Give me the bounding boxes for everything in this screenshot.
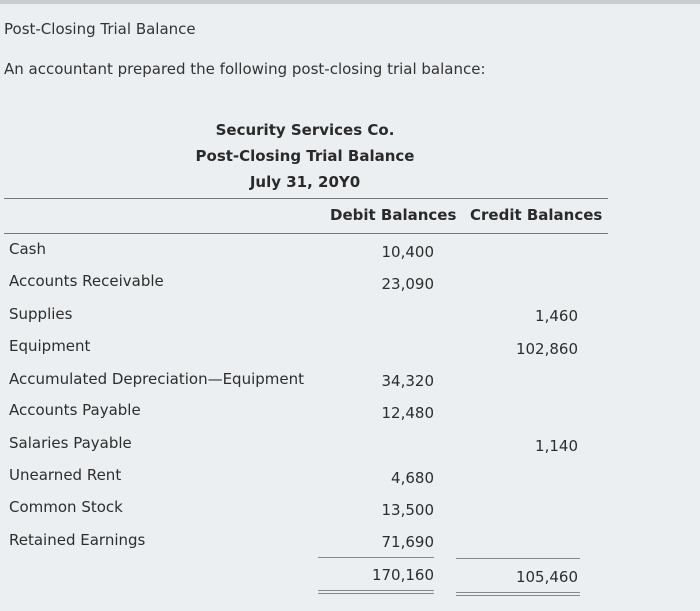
debit-amount: 71,690 [381, 533, 434, 551]
debit-amount: 23,090 [381, 275, 434, 293]
column-header-rule [4, 233, 608, 234]
debit-amount: 34,320 [381, 372, 434, 390]
report-date: July 31, 20Y0 [249, 173, 361, 191]
intro-text: An accountant prepared the following post-closing trial balance: [4, 60, 486, 78]
debit-amount: 12,480 [381, 404, 434, 422]
table-row-accounts-receivable [0, 272, 700, 300]
debit-amount: 13,500 [381, 501, 434, 519]
account-name: Unearned Rent [9, 466, 122, 484]
account-name: Supplies [9, 305, 73, 323]
credit-amount: 1,140 [535, 437, 578, 455]
credit-total-rule [456, 558, 580, 559]
account-name: Accounts Receivable [9, 272, 164, 290]
table-row-cash [0, 240, 700, 268]
table-row-accumulated-depreciation [0, 370, 700, 398]
credit-amount: 102,860 [515, 340, 578, 358]
debit-amount: 10,400 [381, 243, 434, 261]
table-row-salaries-payable [0, 434, 700, 462]
credit-total: 105,460 [515, 568, 578, 586]
report-title: Post-Closing Trial Balance [195, 147, 415, 165]
debit-total-rule [318, 557, 434, 558]
table-row-unearned-rent [0, 466, 700, 494]
account-name: Retained Earnings [9, 531, 146, 549]
account-name: Accounts Payable [9, 401, 141, 419]
account-name: Equipment [9, 337, 91, 355]
section-title: Post-Closing Trial Balance [4, 20, 196, 38]
credit-column-header: Credit Balances [470, 206, 603, 224]
header-rule [4, 198, 608, 199]
account-name: Salaries Payable [9, 434, 132, 452]
top-border [0, 0, 700, 4]
account-name: Common Stock [9, 498, 123, 516]
table-row-common-stock [0, 498, 700, 526]
table-row-supplies [0, 305, 700, 333]
debit-amount: 4,680 [391, 469, 434, 487]
debit-total: 170,160 [371, 566, 434, 584]
credit-double-underline [456, 592, 580, 596]
debit-column-header: Debit Balances [330, 206, 457, 224]
table-row-accounts-payable [0, 401, 700, 429]
account-name: Accumulated Depreciation—Equipment [9, 370, 305, 388]
account-name: Cash [9, 240, 46, 258]
table-row-equipment [0, 337, 700, 365]
debit-double-underline [318, 590, 434, 594]
company-name: Security Services Co. [215, 121, 395, 139]
credit-amount: 1,460 [535, 307, 578, 325]
table-row-retained-earnings [0, 531, 700, 559]
